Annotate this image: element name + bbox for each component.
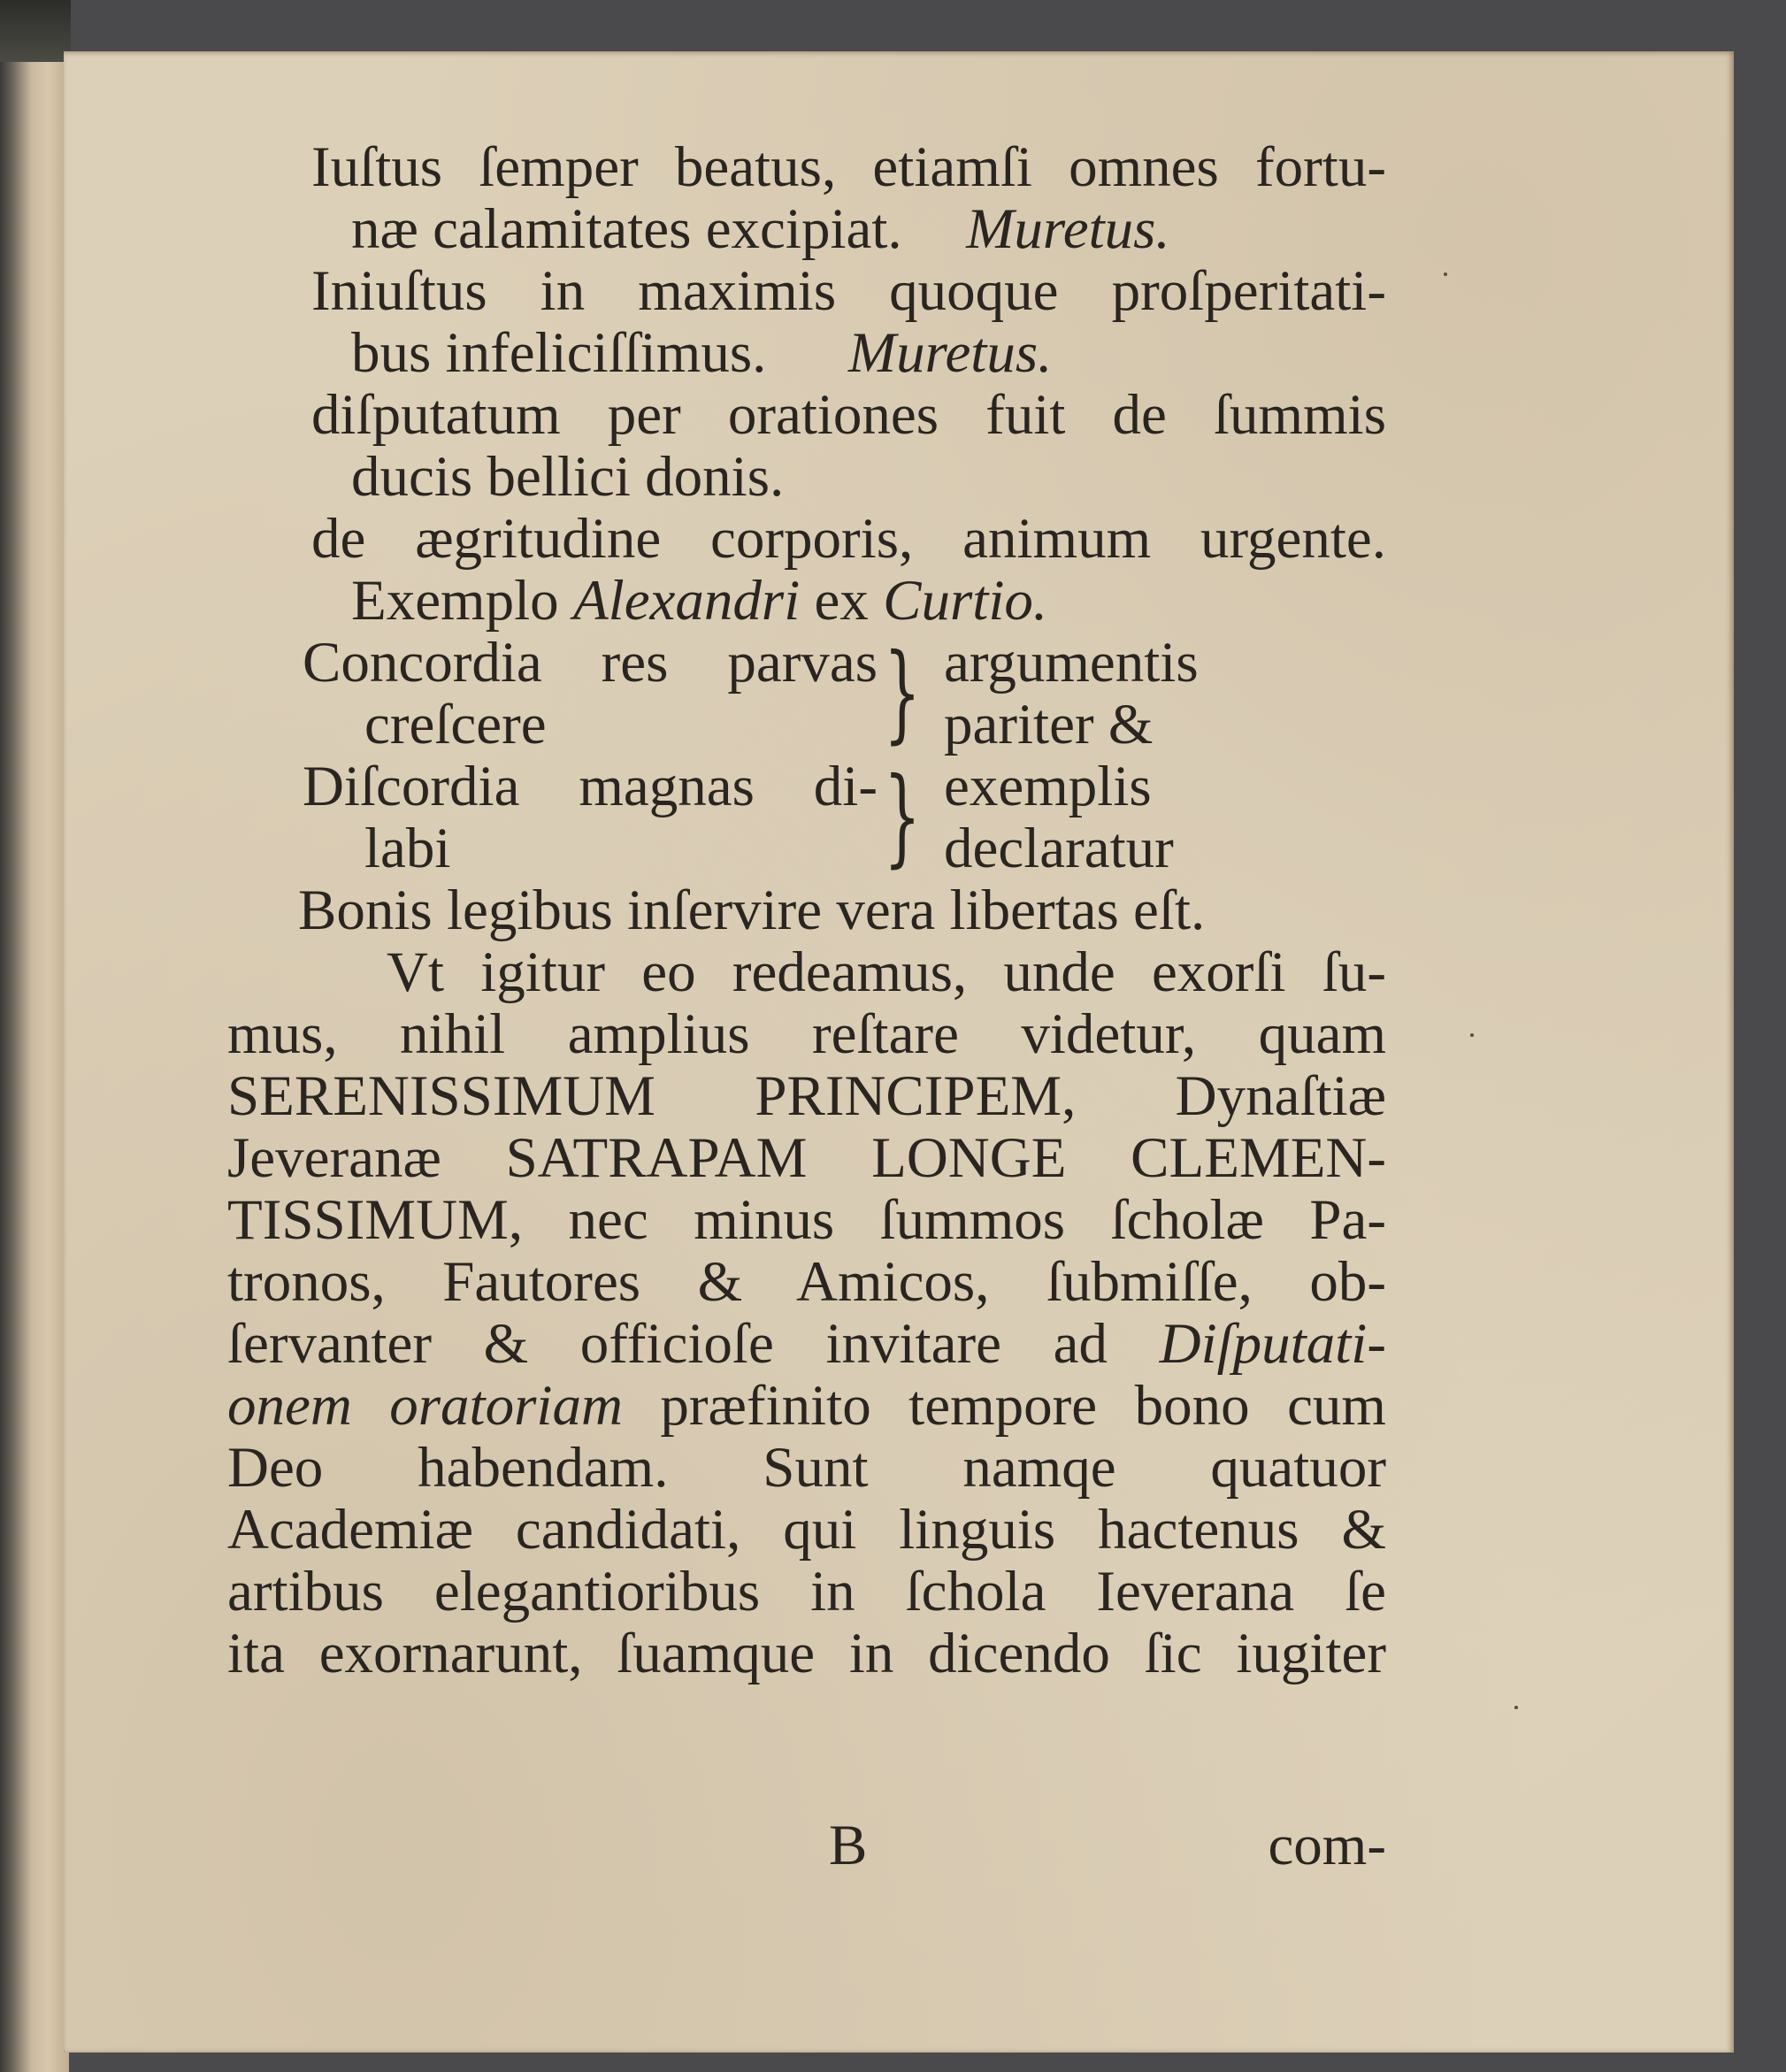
brace-group-right xyxy=(944,632,1315,879)
text-line: Deo habendam. Sunt namqe quatuor xyxy=(227,1436,1386,1500)
text-line: Iuſtus ſemper beatus, etiamſi omnes fortu- xyxy=(311,135,1386,199)
text-fragment: ſervanter & officioſe invitare ad xyxy=(227,1312,1108,1376)
italic-term: Diſputati- xyxy=(1159,1312,1387,1376)
main-text-block xyxy=(227,136,1386,1684)
curly-brace-icon: } xyxy=(884,632,921,755)
text-line: Concordia res parvas xyxy=(303,631,878,695)
text-line: Bonis legibus inſervire vera libertas eſt. xyxy=(298,879,1206,942)
text-line xyxy=(227,1375,1386,1437)
author-citation: Muretus. xyxy=(847,321,1053,385)
text-line xyxy=(227,570,1386,632)
book-spine-edge xyxy=(0,0,71,62)
text-fragment: præfinito tempore bono cum xyxy=(660,1374,1386,1438)
signature-mark: B xyxy=(829,1814,868,1877)
paper-speck xyxy=(1444,272,1447,276)
text-line: Diſcordia magnas di- xyxy=(303,755,878,818)
italic-term: onem oratoriam xyxy=(227,1374,623,1438)
text-line: argumentis xyxy=(944,631,1199,695)
text-line: diſputatum per orationes fuit de ſummis xyxy=(311,383,1386,447)
catchword: com- xyxy=(1268,1814,1386,1877)
text-line xyxy=(227,322,1386,384)
author-citation: Muretus. xyxy=(966,197,1170,261)
text-line: TISSIMUM, nec minus ſummos ſcholæ Pa- xyxy=(227,1188,1386,1252)
text-line: ita exornarunt, ſuamque in dicendo ſic iugiter xyxy=(227,1622,1386,1685)
text-line: declaratur xyxy=(944,817,1174,880)
paper-speck xyxy=(1514,1706,1518,1709)
text-line: SERENISSIMUM PRINCIPEM, Dynaſtiæ xyxy=(227,1064,1386,1128)
text-line: ducis bellici donis. xyxy=(351,445,785,509)
text-line xyxy=(227,198,1386,260)
example-source: Curtio. xyxy=(883,569,1048,633)
text-line: pariter & xyxy=(944,693,1154,756)
text-fragment: Exemplo xyxy=(351,569,559,633)
text-line: mus, nihil amplius reſtare videtur, quam xyxy=(227,1002,1386,1066)
text-line: creſcere xyxy=(364,693,547,756)
book-spine xyxy=(0,0,69,2072)
text-fragment: næ calamitates excipiat. xyxy=(351,197,902,261)
page-footer xyxy=(227,1815,1386,1876)
text-fragment: ex xyxy=(814,569,869,633)
text-line: Iniuſtus in maximis quoque proſperitati- xyxy=(311,259,1386,323)
brace-group xyxy=(227,632,1386,879)
text-line xyxy=(227,1313,1386,1375)
text-line: tronos, Fautores & Amicos, ſubmiſſe, ob- xyxy=(227,1250,1386,1314)
text-line: exemplis xyxy=(944,755,1152,818)
text-line: de ægritudine corporis, animum urgente. xyxy=(311,507,1386,571)
brace-group-left xyxy=(303,632,878,879)
text-line: Academiæ candidati, qui linguis hactenus & xyxy=(227,1498,1386,1562)
book-page xyxy=(64,51,1734,2053)
curly-brace-icon: } xyxy=(884,756,921,879)
text-fragment: bus infeliciſſimus. xyxy=(351,321,767,385)
example-name: Alexandri xyxy=(572,569,801,633)
paper-speck xyxy=(1470,1033,1474,1037)
text-line: Jeveranæ SATRAPAM LONGE CLEMEN- xyxy=(227,1126,1386,1190)
text-line: labi xyxy=(364,817,451,880)
paragraph-first-line: Vt igitur eo redeamus, unde exorſi ſu- xyxy=(387,940,1386,1004)
text-line: artibus elegantioribus in ſchola Ieverana ſe xyxy=(227,1560,1386,1623)
brace-group-braces xyxy=(884,632,937,879)
